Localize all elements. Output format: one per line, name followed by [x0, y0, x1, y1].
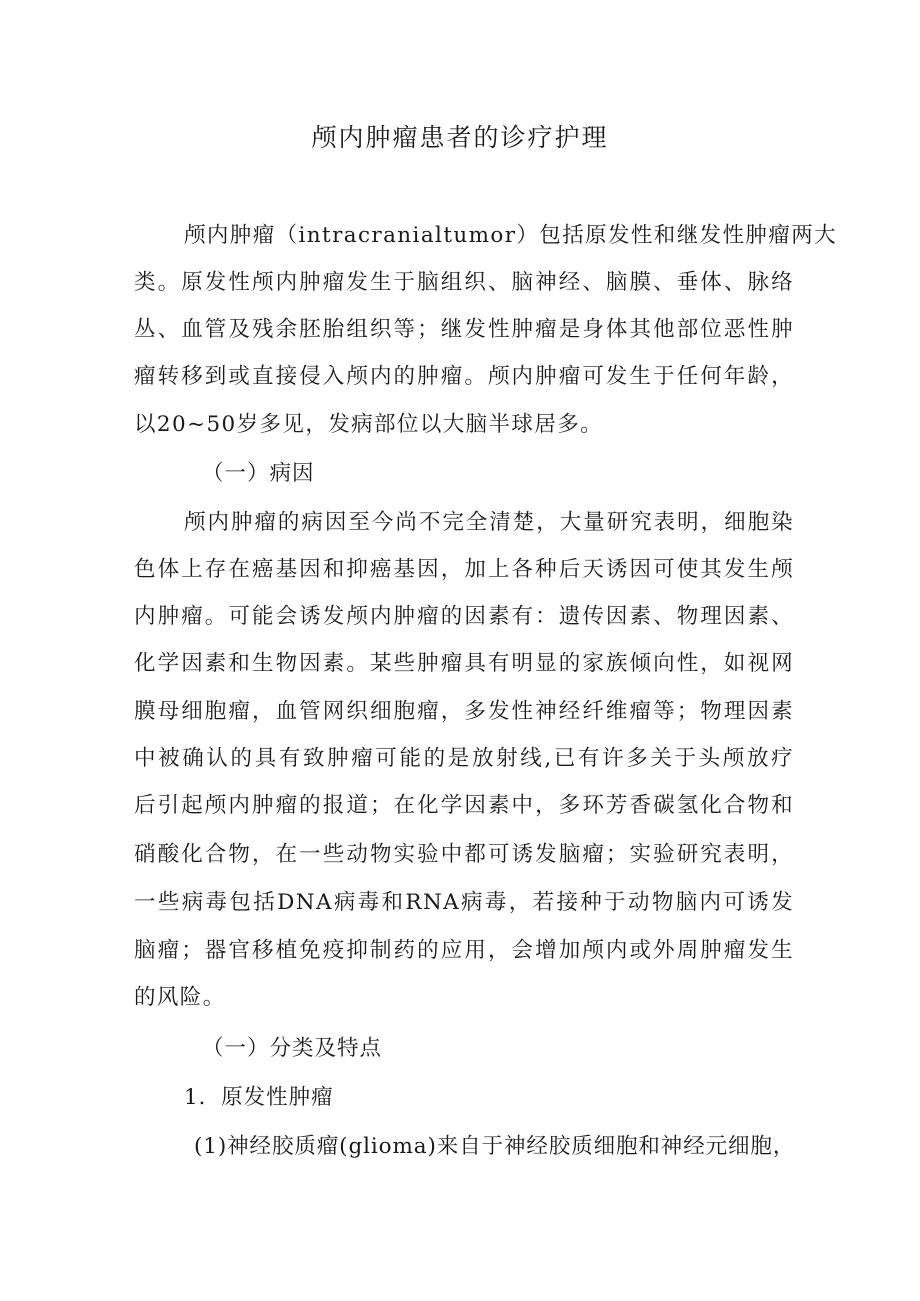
cause-line-7: 后引起颅内肿瘤的报道；在化学因素中，多环芳香碳氢化合物和 [134, 793, 794, 818]
cause-line-5: 膜母细胞瘤，血管网织细胞瘤，多发性神经纤维瘤等；物理因素 [134, 699, 794, 724]
section-heading-cause: （一）病因 [202, 461, 315, 486]
intro-line-5: 以20~50岁多见，发病部位以大脑半球居多。 [134, 412, 604, 437]
subsection-heading-primary-tumor: 1．原发性肿瘤 [184, 1085, 334, 1110]
cause-line-3: 内肿瘤。可能会诱发颅内肿瘤的因素有：遗传因素、物理因素、 [134, 604, 794, 629]
cause-line-9: 一些病毒包括DNA病毒和RNA病毒，若接种于动物脑内可诱发 [134, 890, 794, 915]
cause-line-11: 的风险。 [134, 985, 226, 1010]
section-heading-classification: （一）分类及特点 [202, 1036, 383, 1061]
glioma-line: (1)神经胶质瘤(glioma)来自于神经胶质细胞和神经元细胞， [194, 1134, 796, 1159]
intro-line-3: 丛、血管及残余胚胎组织等；继发性肿瘤是身体其他部位恶性肿 [134, 317, 794, 342]
cause-line-1: 颅内肿瘤的病因至今尚不完全清楚，大量研究表明，细胞染 [184, 510, 794, 535]
cause-line-8: 硝酸化合物，在一些动物实验中都可诱发脑瘤；实验研究表明， [134, 842, 794, 867]
cause-line-4: 化学因素和生物因素。某些肿瘤具有明显的家族倾向性，如视网 [134, 651, 794, 676]
cause-line-2: 色体上存在癌基因和抑癌基因，加上各种后天诱因可使其发生颅 [134, 557, 794, 582]
cause-line-10: 脑瘤；器官移植免疫抑制药的应用，会增加颅内或外周肿瘤发生 [134, 938, 794, 963]
cause-line-6: 中被确认的具有致肿瘤可能的是放射线,已有许多关于头颅放疗 [134, 746, 794, 771]
intro-line-4: 瘤转移到或直接侵入颅内的肿瘤。颅内肿瘤可发生于任何年龄， [134, 364, 794, 389]
intro-line-2: 类。原发性颅内肿瘤发生于脑组织、脑神经、脑膜、垂体、脉络 [134, 270, 794, 295]
intro-line-1: 颅内肿瘤（intracranialtumor）包括原发性和继发性肿瘤两大 [184, 223, 838, 248]
document-title: 颅内肿瘤患者的诊疗护理 [311, 123, 609, 152]
